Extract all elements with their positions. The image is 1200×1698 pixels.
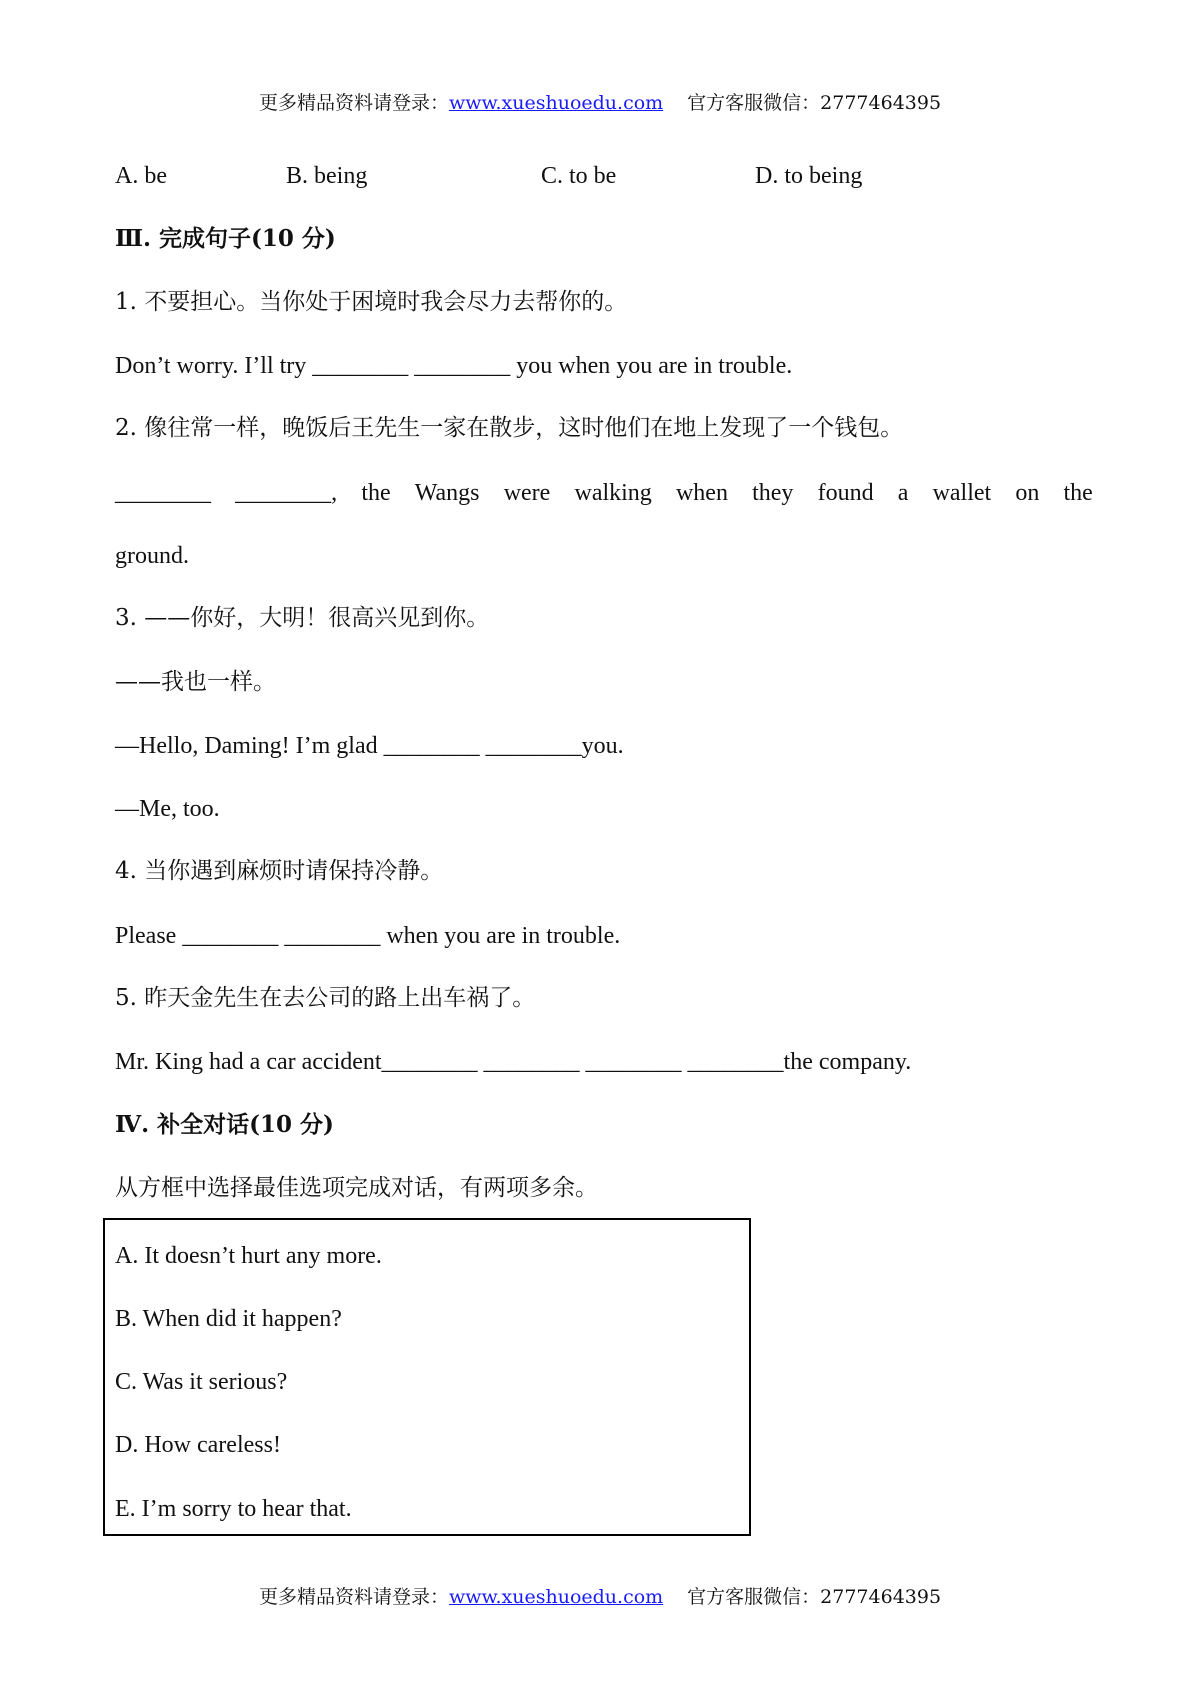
option-b: B. being: [286, 163, 368, 189]
q4-chinese: 4. 当你遇到麻烦时请保持冷静。: [115, 858, 444, 884]
q2-word: wallet: [932, 480, 992, 506]
q2-word: the: [1063, 480, 1093, 506]
box-option-e: E. I’m sorry to hear that.: [115, 1496, 352, 1522]
option-c: C. to be: [541, 163, 617, 189]
section4-title: Ⅳ. 补全对话(10 分): [115, 1111, 334, 1138]
box-option-c: C. Was it serious?: [115, 1369, 288, 1395]
q2-word: were: [503, 480, 551, 506]
q2-word: when: [675, 480, 728, 506]
q3-english-a: —Hello, Daming! I’m glad ________ ________you.: [115, 733, 624, 759]
q2-chinese: 2. 像往常一样，晚饭后王先生一家在散步，这时他们在地上发现了一个钱包。: [115, 415, 904, 441]
q2-word: walking: [574, 480, 652, 506]
header-service: 官方客服微信：2777464395: [687, 92, 942, 114]
q3-english-b: —Me, too.: [115, 796, 220, 822]
q3-chinese-a: 3. ——你好，大明！很高兴见到你。: [115, 605, 490, 631]
footer-site-link[interactable]: www.xueshuoedu.com: [448, 1586, 664, 1608]
q5-english: Mr. King had a car accident________ ________ ________ ________the company.: [115, 1049, 912, 1075]
q2-word: ________: [115, 480, 211, 506]
q2-word: ________,: [235, 480, 338, 506]
page-footer: [0, 1582, 1200, 1609]
q2-word: they: [752, 480, 794, 506]
box-option-b: B. When did it happen?: [115, 1306, 342, 1332]
section3-title: Ⅲ. 完成句子(10 分): [115, 225, 336, 252]
q2-english-line2: ground.: [115, 543, 189, 569]
box-option-a: A. It doesn’t hurt any more.: [115, 1243, 382, 1269]
option-d: D. to being: [755, 163, 863, 189]
box-option-d: D. How careless!: [115, 1432, 281, 1458]
q1-chinese: 1. 不要担心。当你处于困境时我会尽力去帮你的。: [115, 289, 628, 315]
option-a: A. be: [115, 163, 167, 189]
footer-service: 官方客服微信：2777464395: [687, 1586, 942, 1608]
header-prefix: 更多精品资料请登录：: [258, 92, 449, 114]
q5-chinese: 5. 昨天金先生在去公司的路上出车祸了。: [115, 985, 536, 1011]
q2-word: on: [1015, 480, 1040, 506]
q2-word: the: [361, 480, 391, 506]
section4-instruction: 从方框中选择最佳选项完成对话，有两项多余。: [115, 1175, 598, 1201]
q2-word: found: [817, 480, 874, 506]
q2-word: a: [897, 480, 909, 506]
footer-prefix: 更多精品资料请登录：: [258, 1586, 449, 1608]
q2-english-line1: [115, 481, 1093, 505]
q1-english: Don’t worry. I’ll try ________ ________ you when you are in trouble.: [115, 353, 793, 379]
page-header: [0, 88, 1200, 115]
q4-english: Please ________ ________ when you are in trouble.: [115, 923, 621, 949]
q3-chinese-b: ——我也一样。: [115, 669, 276, 695]
q2-word: Wangs: [414, 480, 480, 506]
header-site-link[interactable]: www.xueshuoedu.com: [448, 92, 664, 114]
